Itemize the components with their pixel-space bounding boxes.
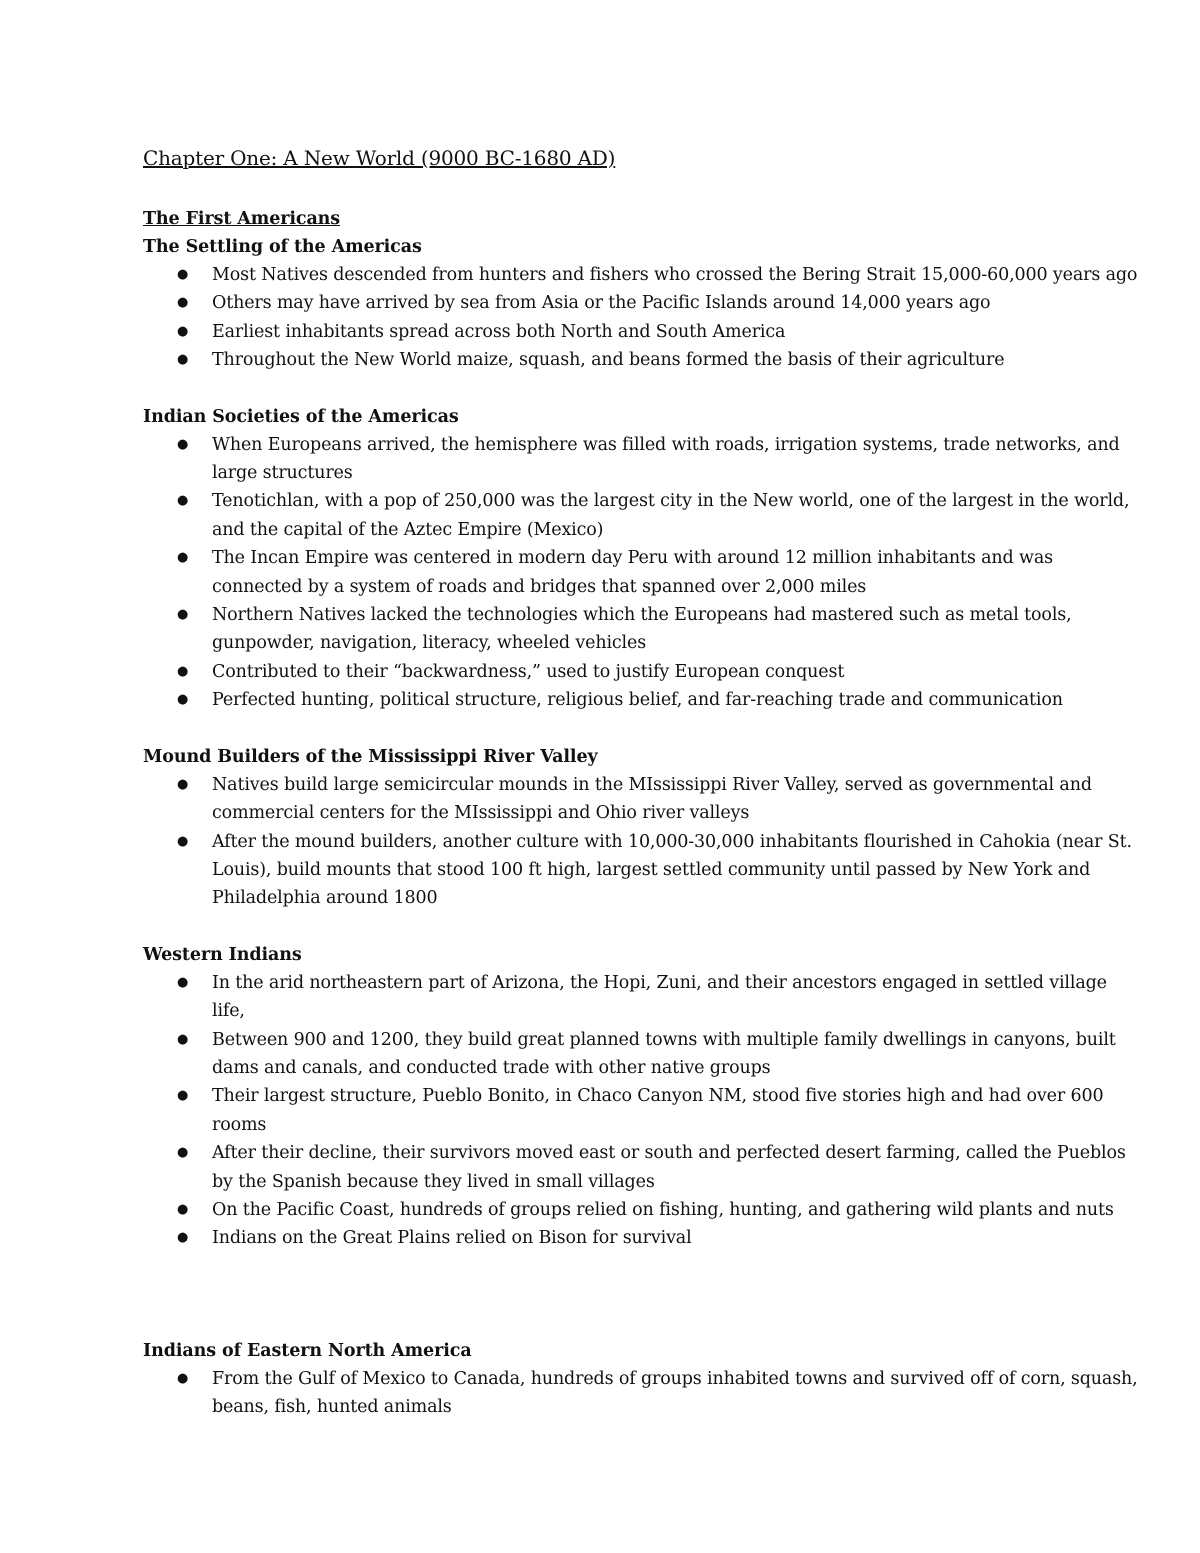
list-item: [143, 1139, 1143, 1196]
list-item-text: When Europeans arrived, the hemisphere was filled with roads, irrigation systems, trade networks, and large structures: [212, 434, 1120, 484]
list-item: [143, 261, 1143, 289]
list-item: [143, 544, 1143, 601]
list-item-text: The Incan Empire was centered in modern day Peru with around 12 million inhabitants and was connected by a system of roads and bridges that spanned over 2,000 miles: [212, 548, 1053, 597]
list-item: [143, 289, 1143, 317]
bullet-icon: ●: [177, 974, 189, 990]
list-item: [143, 1365, 1143, 1422]
list-item: [143, 1082, 1143, 1139]
list-item: [143, 686, 1143, 714]
list-item-text: On the Pacific Coast, hundreds of groups relied on fishing, hunting, and gathering wild plants and nuts: [212, 1199, 1114, 1220]
list-item-text: Contributed to their “backwardness,” used to justify European conquest: [212, 661, 845, 682]
section-heading: Western Indians: [143, 944, 302, 965]
list-item-text: Northern Natives lacked the technologies which the Europeans had mastered such as metal tools, gunpowder, navigation, literacy, wheeled vehicles: [212, 605, 1072, 654]
bullet-icon: ●: [177, 833, 189, 849]
bullet-list: [143, 431, 1143, 715]
section-heading: Indian Societies of the Americas: [143, 406, 459, 427]
section-mound-builders: [143, 743, 1143, 913]
bullet-icon: ●: [177, 550, 189, 566]
bullet-icon: ●: [177, 1370, 189, 1386]
bullet-icon: ●: [177, 607, 189, 623]
bullet-icon: ●: [177, 323, 189, 339]
list-item: [143, 658, 1143, 686]
bullet-icon: ●: [177, 267, 189, 282]
list-item-text: Most Natives descended from hunters and fishers who crossed the Bering Strait 15,000-60,000 years ago: [212, 265, 1138, 285]
list-item: [143, 431, 1143, 488]
section-indian-societies: [143, 403, 1143, 715]
list-item: [143, 828, 1143, 913]
list-item: [143, 487, 1143, 544]
list-item-text: Others may have arrived by sea from Asia or the Pacific Islands around 14,000 years ago: [212, 293, 991, 314]
section-eastern-indians: [143, 1337, 1143, 1422]
list-item-text: Between 900 and 1200, they build great planned towns with multiple family dwellings in canyons, built dams and canals, and conducted trade with other native groups: [212, 1029, 1116, 1078]
bullet-icon: ●: [177, 436, 189, 452]
bullet-icon: ●: [177, 1031, 189, 1047]
list-item-text: Throughout the New World maize, squash, and beans formed the basis of their agriculture: [212, 350, 1005, 371]
bullet-icon: ●: [177, 663, 189, 679]
section-heading: Indians of Eastern North America: [143, 1340, 472, 1361]
bullet-icon: ●: [177, 692, 189, 708]
list-item: [143, 1026, 1143, 1083]
bullet-icon: ●: [177, 1201, 189, 1217]
bullet-icon: ●: [177, 295, 189, 311]
list-item-text: In the arid northeastern part of Arizona, the Hopi, Zuni, and their ancestors engaged in settled village life,: [212, 972, 1107, 1022]
bullet-icon: ●: [177, 1088, 189, 1104]
bullet-icon: ●: [177, 1145, 189, 1161]
bullet-list: [143, 771, 1143, 913]
list-item-text: Perfected hunting, political structure, religious belief, and far-reaching trade and communication: [212, 690, 1063, 711]
list-item: [143, 969, 1143, 1026]
section-first-americans: [143, 205, 1143, 375]
chapter-title: Chapter One: A New World (9000 BC-1680 AD): [143, 146, 616, 170]
section-western-indians: [143, 941, 1143, 1253]
list-item: [143, 601, 1143, 658]
list-item: [143, 1224, 1143, 1252]
bullet-list: [143, 261, 1143, 375]
list-item-text: Their largest structure, Pueblo Bonito, in Chaco Canyon NM, stood five stories high and had over 600 rooms: [212, 1086, 1104, 1135]
list-item: [143, 318, 1143, 346]
subsection-heading: The Settling of the Americas: [143, 237, 422, 257]
list-item-text: Indians on the Great Plains relied on Bison for survival: [212, 1228, 692, 1249]
bullet-list: [143, 969, 1143, 1253]
list-item: [143, 1196, 1143, 1224]
bullet-icon: ●: [177, 1230, 189, 1246]
list-item: [143, 771, 1143, 828]
list-item-text: After the mound builders, another culture with 10,000-30,000 inhabitants flourished in Cahokia (near St. Louis), build mounts that stood 100 ft high, largest settled community until passed by New York and Philadelphia around 1800: [212, 831, 1132, 909]
bullet-icon: ●: [177, 493, 189, 509]
list-item-text: After their decline, their survivors moved east or south and perfected desert farming, called the Pueblos by the Spanish because they lived in small villages: [212, 1143, 1126, 1192]
list-item: [143, 346, 1143, 374]
document-content: [143, 142, 1143, 1422]
bullet-icon: ●: [177, 352, 189, 368]
bullet-icon: ●: [177, 776, 189, 792]
list-item-text: Natives build large semicircular mounds in the MIssissippi River Valley, served as governmental and commercial centers for the MIssissippi and Ohio river valleys: [212, 774, 1092, 824]
section-heading: Mound Builders of the Mississippi River Valley: [143, 746, 598, 767]
section-heading: The First Americans: [143, 209, 341, 229]
bullet-list: [143, 1365, 1143, 1422]
list-item-text: From the Gulf of Mexico to Canada, hundreds of groups inhabited towns and survived off of corn, squash, beans, fish, hunted animals: [212, 1368, 1138, 1418]
list-item-text: Earliest inhabitants spread across both North and South America: [212, 321, 786, 342]
list-item-text: Tenotichlan, with a pop of 250,000 was the largest city in the New world, one of the largest in the world, and the capital of the Aztec Empire (Mexico): [212, 491, 1130, 540]
